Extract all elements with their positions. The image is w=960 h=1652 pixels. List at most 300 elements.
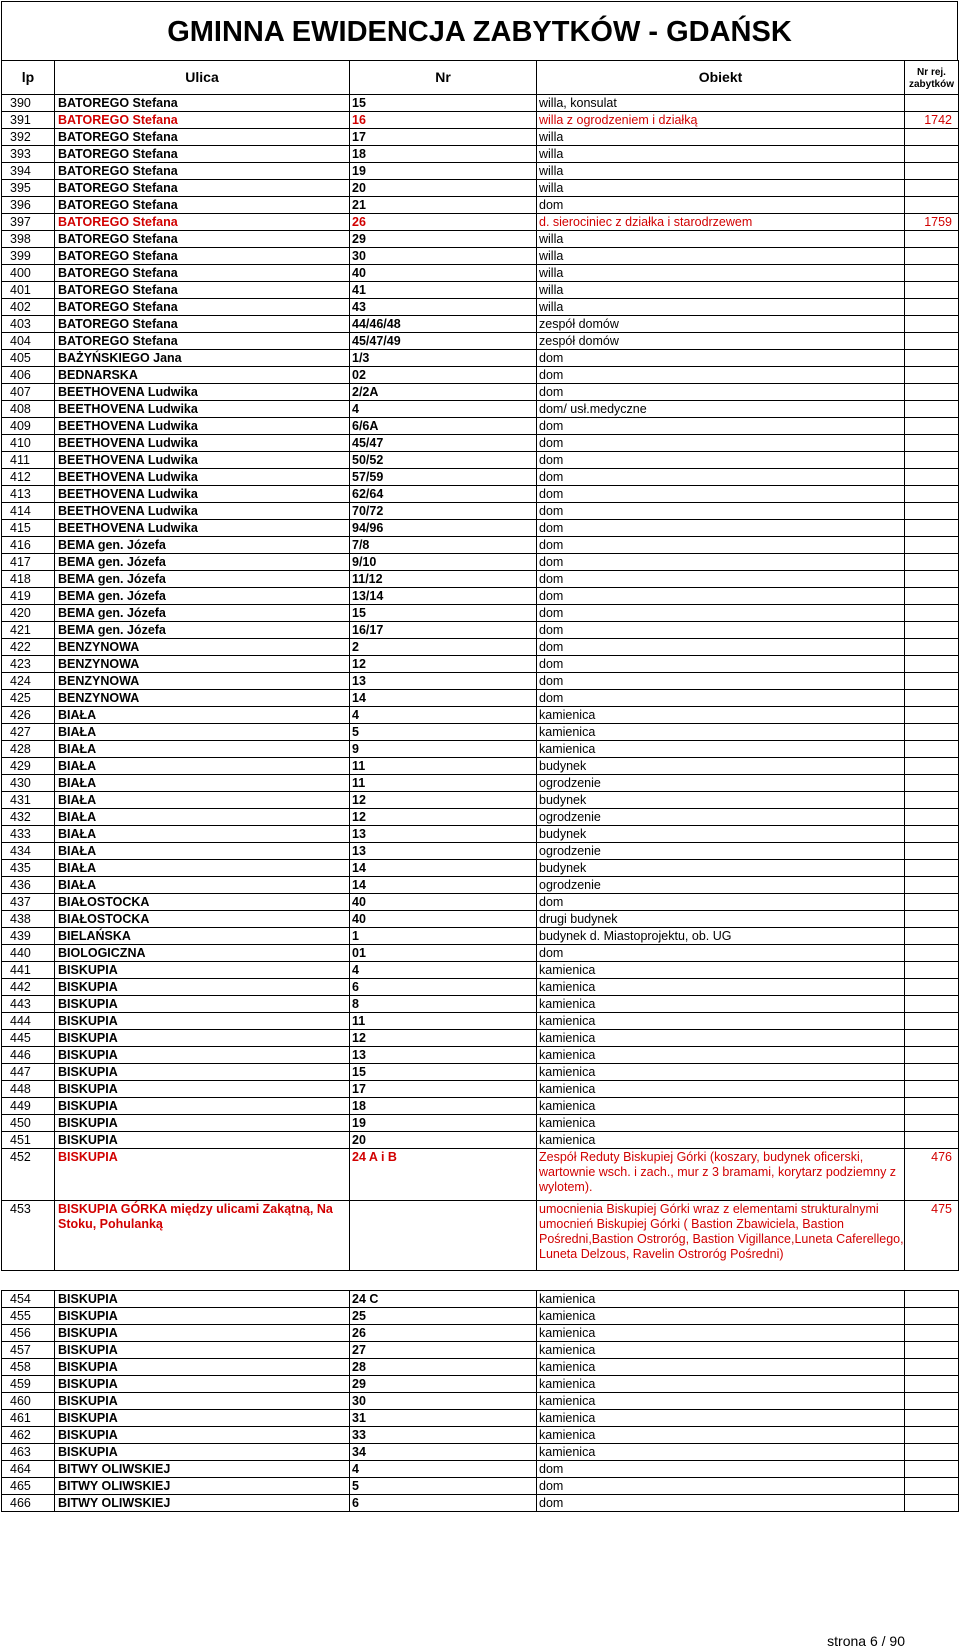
number-cell: 45/47 <box>350 435 537 452</box>
lp-cell: 413 <box>2 486 55 503</box>
number-cell: 16/17 <box>350 622 537 639</box>
register-number-cell <box>905 1359 959 1376</box>
street-cell: BISKUPIA <box>55 1410 350 1427</box>
register-number-cell <box>905 1098 959 1115</box>
lp-cell: 445 <box>2 1030 55 1047</box>
number-cell: 2 <box>350 639 537 656</box>
table-row <box>2 248 959 265</box>
object-cell: willa <box>537 146 905 163</box>
lp-cell: 447 <box>2 1064 55 1081</box>
register-number-cell <box>905 197 959 214</box>
object-cell: kamienica <box>537 1308 905 1325</box>
table-row <box>2 1149 959 1201</box>
register-number-cell <box>905 911 959 928</box>
register-number-cell <box>905 860 959 877</box>
table-row <box>2 401 959 418</box>
register-number-cell <box>905 962 959 979</box>
number-cell: 21 <box>350 197 537 214</box>
header-nr-rej-line1: Nr rej. <box>917 66 946 78</box>
street-cell: BISKUPIA <box>55 1325 350 1342</box>
number-cell: 6 <box>350 1495 537 1512</box>
lp-cell: 462 <box>2 1427 55 1444</box>
street-cell: BATOREGO Stefana <box>55 129 350 146</box>
table-row <box>2 231 959 248</box>
register-number-cell <box>905 469 959 486</box>
table-row <box>2 775 959 792</box>
street-cell: BENZYNOWA <box>55 673 350 690</box>
street-cell: BEETHOVENA Ludwika <box>55 486 350 503</box>
register-number-cell <box>905 265 959 282</box>
street-cell: BISKUPIA <box>55 1308 350 1325</box>
lp-cell: 460 <box>2 1393 55 1410</box>
lp-cell: 398 <box>2 231 55 248</box>
object-cell: dom <box>537 1478 905 1495</box>
number-cell: 70/72 <box>350 503 537 520</box>
object-cell: ogrodzenie <box>537 877 905 894</box>
table-row <box>2 520 959 537</box>
table-row <box>2 1308 959 1325</box>
table-row <box>2 1098 959 1115</box>
table-row <box>2 741 959 758</box>
object-cell: dom <box>537 452 905 469</box>
lp-cell: 417 <box>2 554 55 571</box>
lp-cell: 400 <box>2 265 55 282</box>
lp-cell: 416 <box>2 537 55 554</box>
number-cell: 1 <box>350 928 537 945</box>
lp-cell: 457 <box>2 1342 55 1359</box>
lp-cell: 464 <box>2 1461 55 1478</box>
lp-cell: 437 <box>2 894 55 911</box>
register-number-cell: 475 <box>905 1201 959 1271</box>
number-cell: 27 <box>350 1342 537 1359</box>
register-number-cell <box>905 435 959 452</box>
table-header-row <box>2 61 959 95</box>
object-cell: dom <box>537 945 905 962</box>
lp-cell: 401 <box>2 282 55 299</box>
object-cell: dom <box>537 197 905 214</box>
lp-cell: 393 <box>2 146 55 163</box>
register-number-cell <box>905 877 959 894</box>
register-number-cell: 476 <box>905 1149 959 1201</box>
header-nr-rej-line2: zabytków <box>908 78 954 90</box>
table-row <box>2 724 959 741</box>
object-cell: kamienica <box>537 1359 905 1376</box>
register-number-cell <box>905 1064 959 1081</box>
table-row <box>2 1064 959 1081</box>
number-cell: 13 <box>350 673 537 690</box>
street-cell: BITWY OLIWSKIEJ <box>55 1478 350 1495</box>
lp-cell: 424 <box>2 673 55 690</box>
lp-cell: 395 <box>2 180 55 197</box>
street-cell: BIAŁOSTOCKA <box>55 894 350 911</box>
register-number-cell <box>905 979 959 996</box>
number-cell: 7/8 <box>350 537 537 554</box>
object-cell: Zespół Reduty Biskupiej Górki (koszary, budynek oficerski, wartownie wsch. i zach., mur z 3 bramami, korytarz podziemny z wylotem). <box>537 1149 905 1201</box>
number-cell: 1/3 <box>350 350 537 367</box>
register-number-cell <box>905 656 959 673</box>
street-cell: BISKUPIA <box>55 1047 350 1064</box>
register-number-cell <box>905 741 959 758</box>
number-cell: 45/47/49 <box>350 333 537 350</box>
object-cell: kamienica <box>537 1081 905 1098</box>
street-cell: BENZYNOWA <box>55 656 350 673</box>
object-cell: kamienica <box>537 1013 905 1030</box>
number-cell: 34 <box>350 1444 537 1461</box>
header-nr-rej <box>905 61 959 95</box>
street-cell: BATOREGO Stefana <box>55 282 350 299</box>
lp-cell: 455 <box>2 1308 55 1325</box>
object-cell: willa <box>537 129 905 146</box>
register-number-cell <box>905 826 959 843</box>
object-cell: dom <box>537 384 905 401</box>
lp-cell: 438 <box>2 911 55 928</box>
street-cell: BEETHOVENA Ludwika <box>55 435 350 452</box>
number-cell: 26 <box>350 1325 537 1342</box>
street-cell: BISKUPIA <box>55 1393 350 1410</box>
lp-cell: 440 <box>2 945 55 962</box>
object-cell: dom <box>537 418 905 435</box>
register-number-cell <box>905 486 959 503</box>
page-title: GMINNA EWIDENCJA ZABYTKÓW - GDAŃSK <box>1 1 958 60</box>
register-number-cell <box>905 1308 959 1325</box>
lp-cell: 444 <box>2 1013 55 1030</box>
street-cell: BATOREGO Stefana <box>55 163 350 180</box>
object-cell: kamienica <box>537 1030 905 1047</box>
number-cell: 24 C <box>350 1291 537 1308</box>
street-cell: BISKUPIA <box>55 979 350 996</box>
street-cell: BISKUPIA <box>55 1115 350 1132</box>
lp-cell: 404 <box>2 333 55 350</box>
table-row <box>2 894 959 911</box>
number-cell: 14 <box>350 860 537 877</box>
table-row <box>2 843 959 860</box>
street-cell: BISKUPIA <box>55 1013 350 1030</box>
object-cell: dom <box>537 486 905 503</box>
table-row <box>2 163 959 180</box>
register-number-cell <box>905 843 959 860</box>
register-number-cell <box>905 1461 959 1478</box>
object-cell: kamienica <box>537 1342 905 1359</box>
register-number-cell <box>905 622 959 639</box>
header-ulica: Ulica <box>55 61 350 95</box>
object-cell: budynek <box>537 860 905 877</box>
number-cell: 18 <box>350 146 537 163</box>
table-row <box>2 180 959 197</box>
register-number-cell <box>905 1081 959 1098</box>
object-cell: dom <box>537 1461 905 1478</box>
number-cell: 13 <box>350 826 537 843</box>
object-cell: kamienica <box>537 1427 905 1444</box>
table-row <box>2 333 959 350</box>
table-row <box>2 605 959 622</box>
object-cell: dom <box>537 639 905 656</box>
number-cell: 57/59 <box>350 469 537 486</box>
table-row <box>2 792 959 809</box>
table-row <box>2 758 959 775</box>
lp-cell: 434 <box>2 843 55 860</box>
lp-cell: 425 <box>2 690 55 707</box>
table-row <box>2 860 959 877</box>
object-cell: d. sierociniec z działka i starodrzewem <box>537 214 905 231</box>
table-row <box>2 503 959 520</box>
street-cell: BEETHOVENA Ludwika <box>55 401 350 418</box>
object-cell: drugi budynek <box>537 911 905 928</box>
street-cell: BATOREGO Stefana <box>55 214 350 231</box>
street-cell: BIAŁA <box>55 877 350 894</box>
street-cell: BISKUPIA <box>55 996 350 1013</box>
register-number-cell <box>905 792 959 809</box>
lp-cell: 431 <box>2 792 55 809</box>
street-cell: BEMA gen. Józefa <box>55 571 350 588</box>
object-cell: dom <box>537 367 905 384</box>
number-cell: 01 <box>350 945 537 962</box>
register-number-cell <box>905 554 959 571</box>
table-row <box>2 707 959 724</box>
street-cell: BEDNARSKA <box>55 367 350 384</box>
street-cell: BIAŁOSTOCKA <box>55 911 350 928</box>
street-cell: BEETHOVENA Ludwika <box>55 452 350 469</box>
register-number-cell <box>905 367 959 384</box>
object-cell: dom/ usł.medyczne <box>537 401 905 418</box>
table-row <box>2 1444 959 1461</box>
table-row <box>2 945 959 962</box>
object-cell: willa <box>537 282 905 299</box>
object-cell: dom <box>537 537 905 554</box>
number-cell: 2/2A <box>350 384 537 401</box>
table-spacer-row <box>2 1271 959 1291</box>
street-cell: BISKUPIA <box>55 1081 350 1098</box>
object-cell: dom <box>537 622 905 639</box>
register-number-cell <box>905 1478 959 1495</box>
table-row <box>2 809 959 826</box>
street-cell: BISKUPIA GÓRKA między ulicami Zakątną, Na Stoku, Pohulanką <box>55 1201 350 1271</box>
table-row <box>2 112 959 129</box>
header-nr: Nr <box>350 61 537 95</box>
lp-cell: 465 <box>2 1478 55 1495</box>
street-cell: BEMA gen. Józefa <box>55 554 350 571</box>
street-cell: BIAŁA <box>55 826 350 843</box>
street-cell: BEMA gen. Józefa <box>55 605 350 622</box>
object-cell: umocnienia Biskupiej Górki wraz z elementami strukturalnymi umocnień Biskupiej Górki ( Bastion Zbawiciela, Bastion Pośredni,Bastion Ostroróg, Bastion Vigillance,Luneta Caferellego, Luneta Delzous, Ravelin Ostroróg Pośredni) <box>537 1201 905 1271</box>
register-number-cell <box>905 1325 959 1342</box>
street-cell: BATOREGO Stefana <box>55 95 350 112</box>
street-cell: BIAŁA <box>55 707 350 724</box>
lp-cell: 449 <box>2 1098 55 1115</box>
number-cell: 43 <box>350 299 537 316</box>
table-row <box>2 656 959 673</box>
number-cell: 11/12 <box>350 571 537 588</box>
table-row <box>2 384 959 401</box>
lp-cell: 463 <box>2 1444 55 1461</box>
number-cell: 5 <box>350 724 537 741</box>
street-cell: BIAŁA <box>55 843 350 860</box>
register-number-cell <box>905 282 959 299</box>
number-cell: 13 <box>350 1047 537 1064</box>
table-row <box>2 1081 959 1098</box>
table-row <box>2 996 959 1013</box>
lp-cell: 409 <box>2 418 55 435</box>
street-cell: BISKUPIA <box>55 1098 350 1115</box>
table-row <box>2 1393 959 1410</box>
object-cell: willa <box>537 248 905 265</box>
street-cell: BATOREGO Stefana <box>55 197 350 214</box>
register-number-cell <box>905 1115 959 1132</box>
register-number-cell <box>905 520 959 537</box>
object-cell: kamienica <box>537 1325 905 1342</box>
table-row <box>2 554 959 571</box>
street-cell: BEETHOVENA Ludwika <box>55 520 350 537</box>
number-cell: 28 <box>350 1359 537 1376</box>
table-row <box>2 350 959 367</box>
object-cell: dom <box>537 503 905 520</box>
table-row <box>2 214 959 231</box>
lp-cell: 439 <box>2 928 55 945</box>
object-cell: willa <box>537 180 905 197</box>
number-cell: 17 <box>350 129 537 146</box>
number-cell: 15 <box>350 1064 537 1081</box>
object-cell: kamienica <box>537 979 905 996</box>
lp-cell: 403 <box>2 316 55 333</box>
table-row <box>2 639 959 656</box>
table-row <box>2 282 959 299</box>
object-cell: dom <box>537 673 905 690</box>
register-number-cell <box>905 384 959 401</box>
object-cell: budynek d. Miastoprojektu, ob. UG <box>537 928 905 945</box>
spacer-cell <box>55 1271 350 1291</box>
register-number-cell <box>905 1444 959 1461</box>
number-cell: 02 <box>350 367 537 384</box>
register-number-cell <box>905 1047 959 1064</box>
table-row <box>2 1342 959 1359</box>
number-cell: 4 <box>350 1461 537 1478</box>
lp-cell: 436 <box>2 877 55 894</box>
street-cell: BEETHOVENA Ludwika <box>55 384 350 401</box>
register-number-cell <box>905 1376 959 1393</box>
number-cell: 41 <box>350 282 537 299</box>
table-row <box>2 1013 959 1030</box>
street-cell: BIAŁA <box>55 741 350 758</box>
object-cell: dom <box>537 894 905 911</box>
object-cell: kamienica <box>537 724 905 741</box>
street-cell: BIAŁA <box>55 809 350 826</box>
header-lp: lp <box>2 61 55 95</box>
object-cell: kamienica <box>537 1098 905 1115</box>
number-cell: 14 <box>350 877 537 894</box>
number-cell: 50/52 <box>350 452 537 469</box>
lp-cell: 406 <box>2 367 55 384</box>
register-number-cell <box>905 1030 959 1047</box>
lp-cell: 432 <box>2 809 55 826</box>
lp-cell: 443 <box>2 996 55 1013</box>
number-cell: 18 <box>350 1098 537 1115</box>
register-number-cell <box>905 1013 959 1030</box>
lp-cell: 419 <box>2 588 55 605</box>
object-cell: willa <box>537 163 905 180</box>
register-number-cell <box>905 231 959 248</box>
table-row <box>2 1115 959 1132</box>
object-cell: dom <box>537 554 905 571</box>
number-cell: 12 <box>350 1030 537 1047</box>
object-cell: kamienica <box>537 1410 905 1427</box>
register-number-cell <box>905 1393 959 1410</box>
number-cell: 6 <box>350 979 537 996</box>
lp-cell: 420 <box>2 605 55 622</box>
number-cell: 33 <box>350 1427 537 1444</box>
register-number-cell <box>905 1427 959 1444</box>
number-cell: 25 <box>350 1308 537 1325</box>
table-row <box>2 265 959 282</box>
lp-cell: 397 <box>2 214 55 231</box>
register-number-cell <box>905 452 959 469</box>
table-row <box>2 299 959 316</box>
number-cell: 11 <box>350 758 537 775</box>
object-cell: willa <box>537 299 905 316</box>
number-cell: 29 <box>350 1376 537 1393</box>
street-cell: BEMA gen. Józefa <box>55 588 350 605</box>
street-cell: BEETHOVENA Ludwika <box>55 418 350 435</box>
street-cell: BIOLOGICZNA <box>55 945 350 962</box>
register-number-cell <box>905 129 959 146</box>
table-row <box>2 316 959 333</box>
object-cell: kamienica <box>537 1444 905 1461</box>
lp-cell: 442 <box>2 979 55 996</box>
number-cell: 4 <box>350 962 537 979</box>
street-cell: BEETHOVENA Ludwika <box>55 469 350 486</box>
street-cell: BITWY OLIWSKIEJ <box>55 1461 350 1478</box>
lp-cell: 405 <box>2 350 55 367</box>
register-number-cell <box>905 350 959 367</box>
table-row <box>2 1478 959 1495</box>
object-cell: kamienica <box>537 1376 905 1393</box>
number-cell: 30 <box>350 1393 537 1410</box>
object-cell: willa z ogrodzeniem i działką <box>537 112 905 129</box>
register-number-cell <box>905 146 959 163</box>
register-number-cell <box>905 537 959 554</box>
spacer-cell <box>537 1271 905 1291</box>
number-cell: 94/96 <box>350 520 537 537</box>
lp-cell: 459 <box>2 1376 55 1393</box>
number-cell: 8 <box>350 996 537 1013</box>
register-number-cell <box>905 1291 959 1308</box>
street-cell: BISKUPIA <box>55 1444 350 1461</box>
street-cell: BIAŁA <box>55 860 350 877</box>
lp-cell: 430 <box>2 775 55 792</box>
table-row <box>2 911 959 928</box>
object-cell: dom <box>537 435 905 452</box>
table-row <box>2 962 959 979</box>
street-cell: BATOREGO Stefana <box>55 180 350 197</box>
register-number-cell <box>905 673 959 690</box>
street-cell: BISKUPIA <box>55 1064 350 1081</box>
object-cell: dom <box>537 350 905 367</box>
lp-cell: 448 <box>2 1081 55 1098</box>
lp-cell: 390 <box>2 95 55 112</box>
table-row <box>2 571 959 588</box>
street-cell: BISKUPIA <box>55 1359 350 1376</box>
register-number-cell <box>905 571 959 588</box>
table-row <box>2 1495 959 1512</box>
register-number-cell <box>905 503 959 520</box>
number-cell: 40 <box>350 894 537 911</box>
table-row <box>2 452 959 469</box>
register-number-cell <box>905 945 959 962</box>
register-number-cell <box>905 758 959 775</box>
number-cell: 4 <box>350 707 537 724</box>
register-number-cell <box>905 588 959 605</box>
monuments-table <box>1 60 959 1512</box>
object-cell: dom <box>537 656 905 673</box>
lp-cell: 414 <box>2 503 55 520</box>
